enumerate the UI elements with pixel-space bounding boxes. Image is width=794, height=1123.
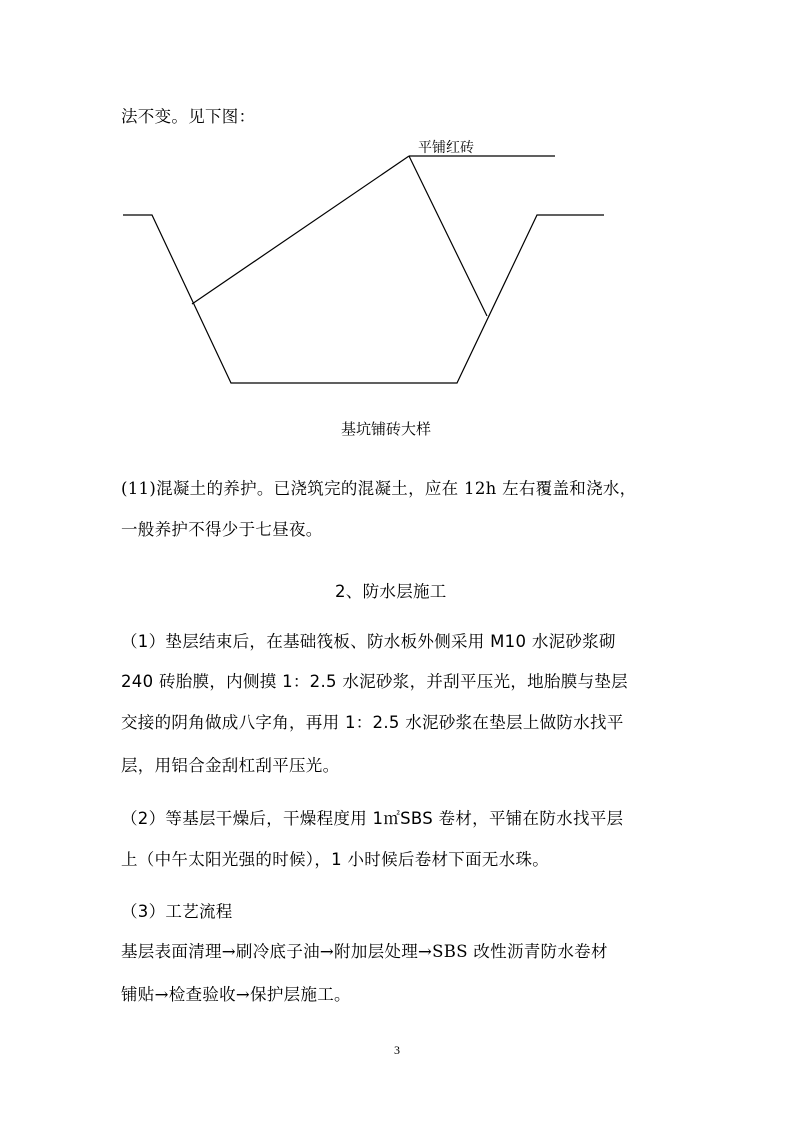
step1-line3: 交接的阴角做成八字角，再用 1：2.5 水泥砂浆在垫层上做防水找平 — [121, 713, 624, 732]
brick-left-slope — [192, 156, 409, 304]
intro-line: 法不变。见下图： — [121, 107, 256, 126]
step2-line2: 上（中午太阳光强的时候），1 小时候后卷材下面无水珠。 — [121, 850, 550, 869]
step1-line4: 层，用铝合金刮杠刮平压光。 — [121, 756, 340, 775]
para11-line2: 一般养护不得少于七昼夜。 — [121, 520, 323, 539]
pit-outline — [123, 215, 604, 383]
para11-line1: (11)混凝土的养护。已浇筑完的混凝土，应在 12h 左右覆盖和浇水， — [121, 479, 637, 498]
step1-line1: （1）垫层结束后，在基础筏板、防水板外侧采用 M10 水泥砂浆砌 — [121, 632, 616, 651]
step3-title: （3）工艺流程 — [121, 902, 233, 921]
brick-label: 平铺红砖 — [418, 140, 474, 156]
step2-line1: （2）等基层干燥后，干燥程度用 1㎡SBS 卷材，平铺在防水找平层 — [121, 809, 624, 828]
step3-line2: 铺贴→检查验收→保护层施工。 — [121, 985, 351, 1004]
page-number: 3 — [394, 1043, 400, 1057]
section-heading: 2、防水层施工 — [335, 582, 447, 601]
diagram-caption: 基坑铺砖大样 — [341, 420, 432, 438]
step1-line2: 240 砖胎膜，内侧摸 1：2.5 水泥砂浆，并刮平压光，地胎膜与垫层 — [121, 672, 628, 691]
step3-line1: 基层表面清理→刷冷底子油→附加层处理→SBS 改性沥青防水卷材 — [121, 942, 608, 961]
brick-right-slope — [409, 156, 487, 316]
